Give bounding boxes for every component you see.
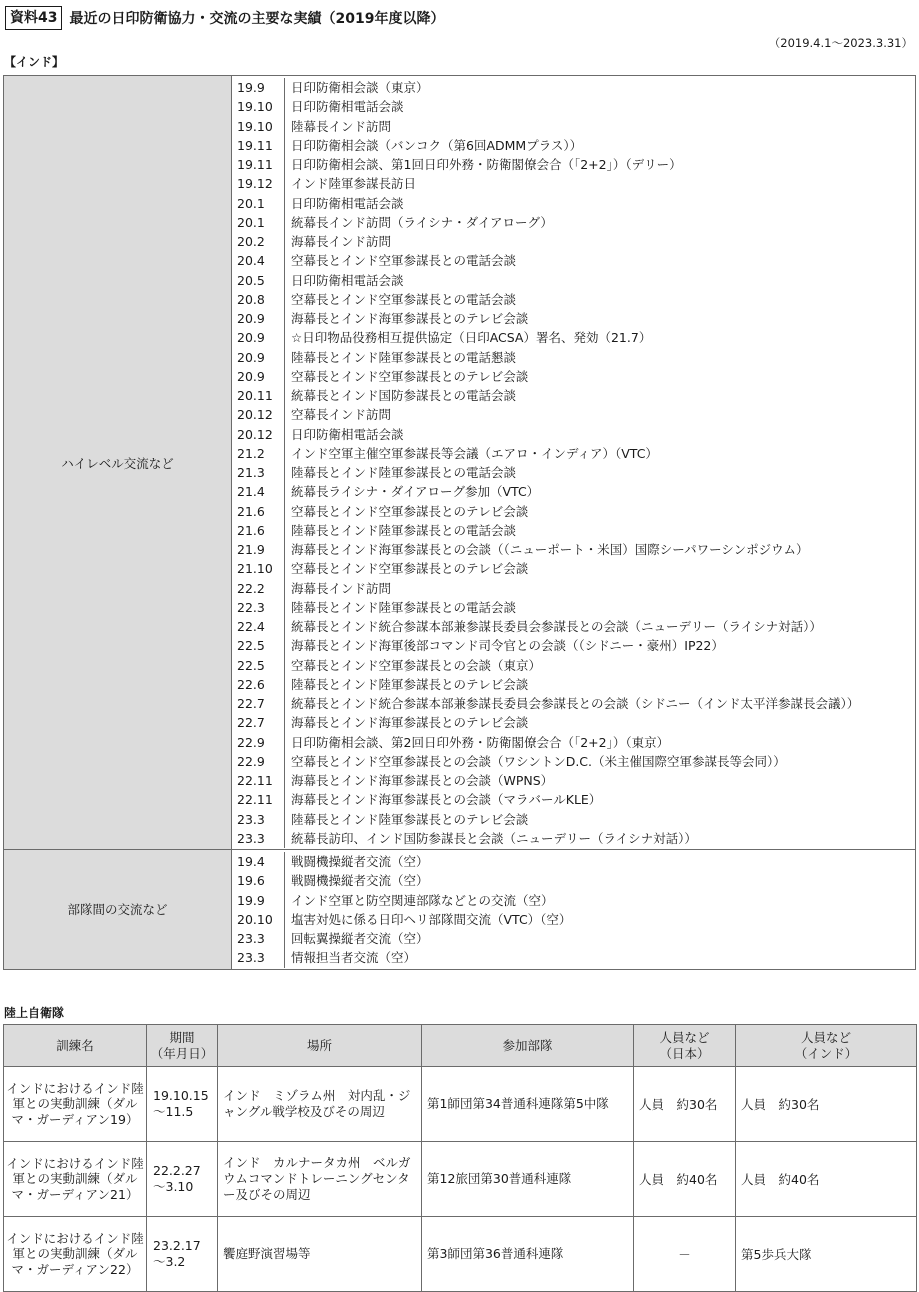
event-text: 日印防衛相会談（バンコク（第6回ADMMプラス）） bbox=[291, 137, 583, 153]
event-date: 23.3 bbox=[232, 829, 285, 848]
event-text: 陸幕長とインド陸軍参謀長との電話会談 bbox=[291, 522, 517, 538]
event-date: 19.6 bbox=[232, 871, 285, 890]
exercise-unit: 第3師団第36普通科連隊 bbox=[422, 1217, 634, 1292]
event-row bbox=[232, 386, 915, 405]
event-date: 21.10 bbox=[232, 559, 285, 578]
personnel-india: 人員 約30名 bbox=[736, 1067, 917, 1142]
event-date: 19.10 bbox=[232, 117, 285, 136]
exercise-row bbox=[4, 1067, 917, 1142]
event-row bbox=[232, 482, 915, 501]
event-text: 日印防衛相会談、第1回日印外務・防衛閣僚会合（「2+2」）（デリー） bbox=[291, 157, 682, 172]
event-text: 統幕長訪印、インド国防参謀長と会談（ニューデリー（ライシナ対話）） bbox=[291, 830, 697, 846]
exercise-name: インドにおけるインド陸軍との実動訓練（ダルマ・ガーディアン21） bbox=[4, 1142, 147, 1217]
event-text: 空幕長とインド空軍参謀長との会談（東京） bbox=[291, 657, 542, 673]
personnel-japan: － bbox=[634, 1217, 736, 1292]
event-date: 22.9 bbox=[232, 752, 285, 771]
event-text: 海幕長インド訪問 bbox=[291, 580, 392, 596]
event-date: 21.3 bbox=[232, 463, 285, 482]
event-text: 統幕長ライシナ・ダイアローグ参加（VTC） bbox=[291, 484, 540, 500]
personnel-japan: 人員 約30名 bbox=[634, 1067, 736, 1142]
event-row bbox=[232, 348, 915, 367]
event-text: 海幕長とインド海軍参謀長との会談（マラバールKLE） bbox=[291, 792, 602, 808]
event-row bbox=[232, 910, 915, 929]
event-row bbox=[232, 579, 915, 598]
event-text: 陸幕長とインド陸軍参謀長との電話会談 bbox=[291, 465, 517, 480]
exercise-row bbox=[4, 1217, 917, 1292]
event-row bbox=[232, 502, 915, 521]
event-date: 19.4 bbox=[232, 852, 285, 871]
event-row bbox=[232, 948, 915, 967]
event-date: 22.4 bbox=[232, 617, 285, 636]
exercise-unit: 第12旅団第30普通科連隊 bbox=[422, 1142, 634, 1217]
event-text: 回転翼操縦者交流（空） bbox=[291, 931, 429, 946]
event-row bbox=[232, 97, 915, 116]
event-text: 陸幕長とインド陸軍参謀長との電話会談 bbox=[291, 599, 517, 615]
document-label: 資料43 bbox=[5, 6, 62, 30]
event-row bbox=[232, 174, 915, 193]
event-date: 21.2 bbox=[232, 444, 285, 463]
exercise-period bbox=[147, 1142, 218, 1217]
event-text: 海幕長とインド海軍後部コマンド司令官との会談（（シドニー・豪州）IP22） bbox=[291, 638, 724, 654]
exercise-name: インドにおけるインド陸軍との実動訓練（ダルマ・ガーディアン22） bbox=[4, 1217, 147, 1292]
event-date: 22.11 bbox=[232, 790, 285, 809]
gsdf-section-title: 陸上自衛隊 bbox=[4, 1006, 65, 1020]
header-training-name: 訓練名 bbox=[4, 1025, 147, 1067]
event-row bbox=[232, 309, 915, 328]
event-date: 20.4 bbox=[232, 251, 285, 270]
event-text: 日印防衛相電話会談 bbox=[291, 426, 404, 442]
event-row bbox=[232, 617, 915, 636]
event-date: 22.5 bbox=[232, 656, 285, 675]
event-date: 19.12 bbox=[232, 174, 285, 193]
event-row bbox=[232, 444, 915, 463]
header-period: 期間 （年月日） bbox=[147, 1025, 218, 1067]
event-date: 20.1 bbox=[232, 213, 285, 232]
event-text: インド空軍と防空関連部隊などとの交流（空） bbox=[291, 892, 554, 908]
personnel-japan: 人員 約40名 bbox=[634, 1142, 736, 1217]
event-row bbox=[232, 117, 915, 136]
event-row bbox=[232, 155, 915, 174]
exercise-period bbox=[147, 1217, 218, 1292]
exercise-period-text: 22.2.27 ～3.10 bbox=[153, 1163, 201, 1194]
exercise-row bbox=[4, 1142, 917, 1217]
event-date: 19.9 bbox=[232, 891, 285, 910]
header-unit: 参加部隊 bbox=[422, 1025, 634, 1067]
event-text: 日印防衛相電話会談 bbox=[291, 272, 404, 288]
event-date: 20.9 bbox=[232, 328, 285, 347]
exercise-place: 饗庭野演習場等 bbox=[218, 1217, 422, 1292]
event-row bbox=[232, 810, 915, 829]
document-header bbox=[5, 5, 444, 31]
event-text: 日印防衛相会談（東京） bbox=[291, 80, 429, 95]
event-text: 空幕長とインド空軍参謀長とのテレビ会談 bbox=[291, 503, 529, 519]
category-row bbox=[4, 76, 916, 850]
category-row bbox=[4, 850, 916, 970]
event-row bbox=[232, 367, 915, 386]
event-date: 20.11 bbox=[232, 386, 285, 405]
event-row bbox=[232, 891, 915, 910]
event-date: 20.5 bbox=[232, 271, 285, 290]
event-text: 戦闘機操縦者交流（空） bbox=[291, 854, 429, 869]
event-row bbox=[232, 771, 915, 790]
event-text: 空幕長とインド空軍参謀長とのテレビ会談 bbox=[291, 368, 529, 384]
exercise-period-text: 23.2.17 ～3.2 bbox=[153, 1238, 201, 1269]
document-title: 最近の日印防衛協力・交流の主要な実績（2019年度以降） bbox=[69, 11, 445, 27]
event-row bbox=[232, 713, 915, 732]
event-row bbox=[232, 656, 915, 675]
event-row bbox=[232, 78, 915, 97]
event-text: 海幕長インド訪問 bbox=[291, 234, 392, 249]
event-date: 20.8 bbox=[232, 290, 285, 309]
exercise-name: インドにおけるインド陸軍との実動訓練（ダルマ・ガーディアン19） bbox=[4, 1067, 147, 1142]
event-date: 22.11 bbox=[232, 771, 285, 790]
event-date: 22.7 bbox=[232, 694, 285, 713]
event-date: 22.9 bbox=[232, 733, 285, 752]
event-date: 20.10 bbox=[232, 910, 285, 929]
event-date: 20.2 bbox=[232, 232, 285, 251]
event-row bbox=[232, 232, 915, 251]
event-text: 日印防衛相電話会談 bbox=[291, 195, 404, 211]
event-date: 20.12 bbox=[232, 405, 285, 424]
event-list bbox=[232, 850, 915, 969]
event-date: 23.3 bbox=[232, 948, 285, 967]
event-row bbox=[232, 271, 915, 290]
event-date: 20.12 bbox=[232, 425, 285, 444]
personnel-india: 人員 約40名 bbox=[736, 1142, 917, 1217]
event-row bbox=[232, 636, 915, 655]
event-date: 22.6 bbox=[232, 675, 285, 694]
category-name: ハイレベル交流など bbox=[4, 76, 232, 850]
event-text: 統幕長とインド統合参謀本部兼参謀長委員会参謀長との会談（シドニー（インド太平洋参謀長会議）） bbox=[291, 696, 860, 711]
event-row bbox=[232, 694, 915, 713]
exercise-place: インド ミゾラム州 対内乱・ジャングル戦学校及びその周辺 bbox=[218, 1067, 422, 1142]
event-text: 統幕長インド訪問（ライシナ・ダイアローグ） bbox=[291, 214, 553, 230]
event-row bbox=[232, 194, 915, 213]
event-row bbox=[232, 521, 915, 540]
event-text: 塩害対処に係る日印ヘリ部隊間交流（VTC）（空） bbox=[291, 911, 572, 927]
event-row bbox=[232, 213, 915, 232]
india-exchange-table bbox=[3, 75, 916, 970]
event-text: 情報担当者交流（空） bbox=[291, 950, 417, 966]
event-row bbox=[232, 463, 915, 482]
event-text: 日印防衛相電話会談 bbox=[291, 99, 404, 115]
category-events bbox=[232, 850, 916, 970]
event-text: 陸幕長インド訪問 bbox=[291, 118, 392, 134]
exercise-period bbox=[147, 1067, 218, 1142]
event-row bbox=[232, 425, 915, 444]
event-text: 海幕長とインド海軍参謀長との会談（WPNS） bbox=[291, 773, 554, 788]
category-name: 部隊間の交流など bbox=[4, 850, 232, 970]
event-row bbox=[232, 405, 915, 424]
event-date: 21.9 bbox=[232, 540, 285, 559]
event-date: 22.5 bbox=[232, 636, 285, 655]
event-row bbox=[232, 251, 915, 270]
event-date: 21.4 bbox=[232, 482, 285, 501]
exercise-period-text: 19.10.15 ～11.5 bbox=[153, 1088, 209, 1119]
event-date: 19.10 bbox=[232, 97, 285, 116]
personnel-india: 第5歩兵大隊 bbox=[736, 1217, 917, 1292]
event-text: 海幕長とインド海軍参謀長とのテレビ会談 bbox=[291, 311, 529, 326]
event-row bbox=[232, 598, 915, 617]
event-text: 海幕長とインド海軍参謀長との会談（（ニューポート・米国）国際シーパワーシンポジウム） bbox=[291, 542, 809, 557]
period-range: （2019.4.1～2023.3.31） bbox=[768, 36, 913, 50]
event-date: 21.6 bbox=[232, 502, 285, 521]
india-section-title: 【インド】 bbox=[4, 55, 65, 69]
event-date: 19.11 bbox=[232, 155, 285, 174]
event-text: 空幕長とインド空軍参謀長との電話会談 bbox=[291, 291, 517, 307]
event-text: 空幕長とインド空軍参謀長とのテレビ会談 bbox=[291, 561, 529, 577]
event-text: 統幕長とインド国防参謀長との電話会談 bbox=[291, 388, 517, 403]
event-row bbox=[232, 540, 915, 559]
event-row bbox=[232, 559, 915, 578]
event-text: インド空軍主催空軍参謀長等会議（エアロ・インディア）（VTC） bbox=[291, 445, 658, 461]
event-list bbox=[232, 76, 915, 849]
event-row bbox=[232, 675, 915, 694]
exercise-unit: 第1師団第34普通科連隊第5中隊 bbox=[422, 1067, 634, 1142]
event-row bbox=[232, 871, 915, 890]
event-date: 22.2 bbox=[232, 579, 285, 598]
event-text: 空幕長インド訪問 bbox=[291, 407, 392, 423]
event-date: 21.6 bbox=[232, 521, 285, 540]
header-personnel-japan: 人員など （日本） bbox=[634, 1025, 736, 1067]
event-row bbox=[232, 752, 915, 771]
event-date: 19.9 bbox=[232, 78, 285, 97]
event-text: 陸幕長とインド陸軍参謀長とのテレビ会談 bbox=[291, 676, 529, 692]
event-row bbox=[232, 290, 915, 309]
event-text: インド陸軍参謀長訪日 bbox=[291, 176, 417, 192]
event-text: 空幕長とインド空軍参謀長との会談（ワシントンD.C.（米主催国際空軍参謀長等会同）） bbox=[291, 753, 786, 769]
event-date: 22.3 bbox=[232, 598, 285, 617]
header-personnel-india: 人員など （インド） bbox=[736, 1025, 917, 1067]
event-row bbox=[232, 136, 915, 155]
event-row bbox=[232, 790, 915, 809]
event-date: 20.9 bbox=[232, 367, 285, 386]
event-date: 19.11 bbox=[232, 136, 285, 155]
exercise-place: インド カルナータカ州 ベルガウムコマンドトレーニングセンター及びその周辺 bbox=[218, 1142, 422, 1217]
event-row bbox=[232, 929, 915, 948]
gsdf-exercise-table bbox=[3, 1024, 917, 1292]
event-date: 20.1 bbox=[232, 194, 285, 213]
category-events bbox=[232, 76, 916, 850]
event-row bbox=[232, 328, 915, 347]
event-row bbox=[232, 852, 915, 871]
event-row bbox=[232, 829, 915, 848]
event-text: 陸幕長とインド陸軍参謀長とのテレビ会談 bbox=[291, 811, 529, 827]
event-text: 空幕長とインド空軍参謀長との電話会談 bbox=[291, 253, 517, 269]
event-row bbox=[232, 733, 915, 752]
event-text: 統幕長とインド統合参謀本部兼参謀長委員会参謀長との会談（ニューデリー（ライシナ対話）） bbox=[291, 619, 822, 634]
event-text: 戦闘機操縦者交流（空） bbox=[291, 873, 429, 889]
event-date: 23.3 bbox=[232, 810, 285, 829]
event-text: 海幕長とインド海軍参謀長とのテレビ会談 bbox=[291, 715, 529, 731]
event-text: ☆日印物品役務相互提供協定（日印ACSA）署名、発効（21.7） bbox=[291, 330, 652, 346]
event-date: 20.9 bbox=[232, 348, 285, 367]
event-text: 陸幕長とインド陸軍参謀長との電話懇談 bbox=[291, 349, 517, 365]
event-text: 日印防衛相会談、第2回日印外務・防衛閣僚会合（「2+2」）（東京） bbox=[291, 734, 670, 750]
header-place: 場所 bbox=[218, 1025, 422, 1067]
event-date: 23.3 bbox=[232, 929, 285, 948]
event-date: 22.7 bbox=[232, 713, 285, 732]
event-date: 20.9 bbox=[232, 309, 285, 328]
